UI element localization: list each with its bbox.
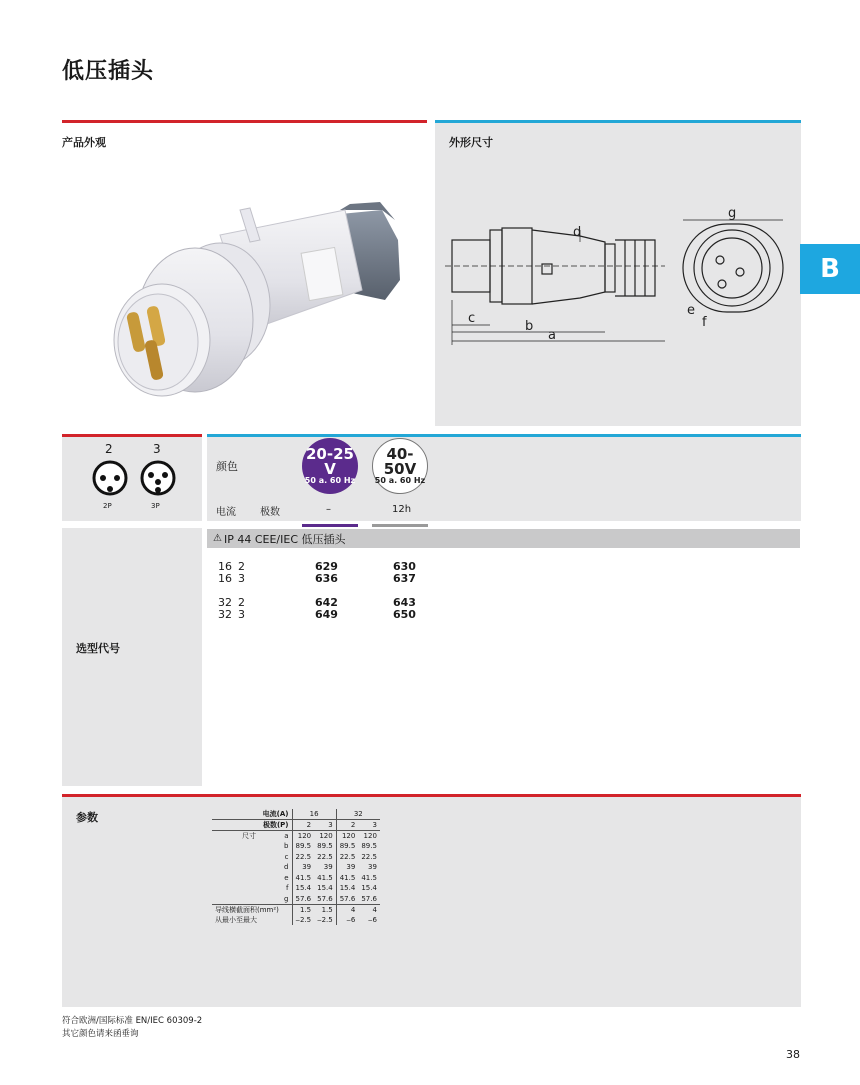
spec-cell: 41.5 (292, 873, 314, 884)
table-row (212, 831, 380, 842)
page-number: 38 (786, 1048, 800, 1061)
spec-cell: 22.5 (336, 852, 358, 863)
code-cell: 650 (393, 608, 416, 621)
ip44-header (207, 529, 800, 548)
row-current: 32 (218, 608, 232, 621)
code-cell: 636 (315, 572, 338, 585)
current-label: 电流 (216, 507, 236, 518)
code-cell: 643 (393, 596, 416, 609)
spec-current-32: 32 (336, 809, 380, 820)
table-row (212, 915, 380, 926)
spec-cell: 1.5 (292, 904, 314, 915)
pole-num-2: 2 (105, 442, 113, 456)
spec-cell (292, 915, 314, 926)
table-row (212, 904, 380, 915)
spec-current-label: 电流(A) (262, 810, 289, 818)
spec-cell: 15.4 (292, 883, 314, 894)
spec-cell: 4 (372, 905, 377, 914)
badge2-color-bar (372, 524, 428, 527)
spec-cell: 41.5 (317, 873, 333, 882)
socket-3p-icon (138, 458, 178, 498)
table-row (212, 852, 380, 863)
row-current: 32 (218, 596, 232, 609)
row-poles: 3 (238, 608, 245, 621)
badge1-clock: – (326, 504, 331, 515)
spec-poles-label: 极数(P) (262, 821, 289, 829)
voltage-badge-40-50v (372, 438, 428, 494)
table-row (212, 883, 380, 894)
spec-cell: 120 (363, 832, 377, 840)
spec-cell: 4 (336, 904, 358, 915)
spec-range-value: 2.5 (321, 915, 333, 924)
table-row (212, 809, 380, 820)
spec-dim-label: 尺寸 (242, 832, 256, 840)
spec-cell: 120 (319, 832, 333, 840)
badge2-freq: 50 a. 60 Hz (374, 476, 426, 485)
spec-cell: 2 (336, 820, 358, 831)
dim-label-f: f (702, 315, 707, 330)
spec-key: f (286, 884, 289, 893)
plug-product-image (100, 180, 420, 400)
table-row (212, 841, 380, 852)
spec-key: c (284, 852, 289, 861)
spec-cell: 15.4 (361, 884, 377, 893)
spec-table (212, 809, 380, 925)
dash-icon: ‒ (346, 915, 351, 924)
dim-label-g: g (728, 206, 737, 221)
badge2-voltage: 40-50V (383, 445, 417, 478)
dim-label-b: b (525, 319, 534, 334)
code-cell: 637 (393, 572, 416, 585)
spec-cell: 120 (336, 831, 358, 842)
spec-cell: 89.5 (336, 841, 358, 852)
table-row (212, 820, 380, 831)
spec-key: b (284, 842, 289, 851)
spec-range-value: 6 (350, 915, 356, 924)
footer-note: 其它颜色请来函垂询 (62, 1029, 139, 1039)
row-poles: 2 (238, 560, 245, 573)
badge1-voltage: 20-25 V (306, 445, 354, 478)
footer-standard: 符合欧洲/国际标准 EN/IEC 60309-2 (62, 1016, 203, 1026)
dash-icon: ‒ (295, 915, 300, 924)
spec-cell: 39 (292, 862, 314, 873)
badge1-color-bar (302, 524, 358, 527)
spec-cell: 22.5 (292, 852, 314, 863)
pole-label-2p: 2P (103, 502, 112, 510)
spec-key: a (284, 832, 289, 840)
pole-num-3: 3 (153, 442, 161, 456)
code-cell: 642 (315, 596, 338, 609)
color-label: 颜色 (216, 460, 238, 473)
section-divider (62, 120, 427, 123)
spec-cell (314, 915, 336, 926)
spec-cell: 57.6 (336, 894, 358, 905)
parameters-panel (62, 797, 801, 1007)
spec-cell: 15.4 (336, 883, 358, 894)
dim-label-c: c (468, 311, 476, 326)
code-cell: 649 (315, 608, 338, 621)
spec-cell: 120 (292, 831, 314, 842)
spec-cell: 22.5 (317, 852, 333, 861)
spec-cell: 41.5 (336, 873, 358, 884)
spec-cell: 15.4 (317, 884, 333, 893)
spec-cell: 2 (292, 820, 314, 831)
dim-label-e: e (687, 303, 695, 318)
pole-label-3p: 3P (151, 502, 160, 510)
spec-cell: 41.5 (361, 873, 377, 882)
warning-icon: ⚠ (213, 533, 222, 544)
spec-cell: 39 (367, 863, 377, 872)
selection-label: 选型代号 (76, 642, 120, 655)
dimensions-label: 外形尺寸 (449, 136, 493, 149)
row-poles: 2 (238, 596, 245, 609)
row-current: 16 (218, 572, 232, 585)
spec-key: d (284, 863, 289, 872)
spec-cell: 3 (328, 821, 333, 829)
spec-cross-section-label: 导线横截面积(mm²) (215, 905, 279, 914)
appearance-label: 产品外观 (62, 136, 106, 149)
badge2-clock: 12h (392, 504, 412, 515)
spec-range-value: 6 (372, 915, 377, 924)
ip44-header-text: IP 44 CEE/IEC 低压插头 (223, 532, 346, 546)
spec-cell: 3 (372, 821, 377, 829)
spec-cell: 57.6 (317, 894, 333, 903)
voltage-panel (207, 437, 801, 521)
code-cell: 630 (393, 560, 416, 573)
page-title: 低压插头 (62, 59, 155, 84)
code-cell: 629 (315, 560, 338, 573)
spec-range-value: 2.5 (299, 915, 312, 924)
spec-cell: 22.5 (361, 852, 377, 861)
spec-cell: 89.5 (292, 841, 314, 852)
section-tab-b[interactable]: B (800, 244, 860, 294)
table-row (212, 862, 380, 873)
socket-2p-icon (90, 458, 130, 498)
spec-cell (336, 915, 358, 926)
dash-icon: ‒ (367, 915, 373, 924)
spec-cell: 89.5 (361, 842, 377, 851)
badge1-freq: 50 a. 60 Hz (304, 476, 356, 485)
voltage-badge-20-25v (302, 438, 358, 494)
spec-table-wrap (212, 809, 380, 925)
spec-cell (358, 915, 380, 926)
parameters-label: 参数 (76, 811, 98, 824)
spec-range-label: 从最小至最大 (215, 915, 257, 924)
dim-label-a: a (548, 328, 556, 343)
table-row (212, 873, 380, 884)
spec-key: g (284, 894, 289, 903)
table-row (212, 894, 380, 905)
dim-label-d: d (573, 225, 582, 240)
spec-cell: 39 (323, 863, 333, 872)
poles-icons (62, 441, 202, 521)
spec-cell: 57.6 (361, 894, 377, 903)
spec-cell: 1.5 (321, 905, 333, 914)
dash-icon: ‒ (317, 915, 322, 924)
row-poles: 3 (238, 572, 245, 585)
spec-key: e (284, 873, 289, 882)
poles-label: 极数 (260, 507, 280, 518)
row-current: 16 (218, 560, 232, 573)
spec-cell: 39 (336, 862, 358, 873)
dimension-drawing (440, 200, 785, 350)
spec-cell: 89.5 (317, 842, 333, 851)
spec-current-16: 16 (292, 809, 336, 820)
selection-label-panel (62, 528, 202, 786)
spec-cell: 57.6 (292, 894, 314, 905)
